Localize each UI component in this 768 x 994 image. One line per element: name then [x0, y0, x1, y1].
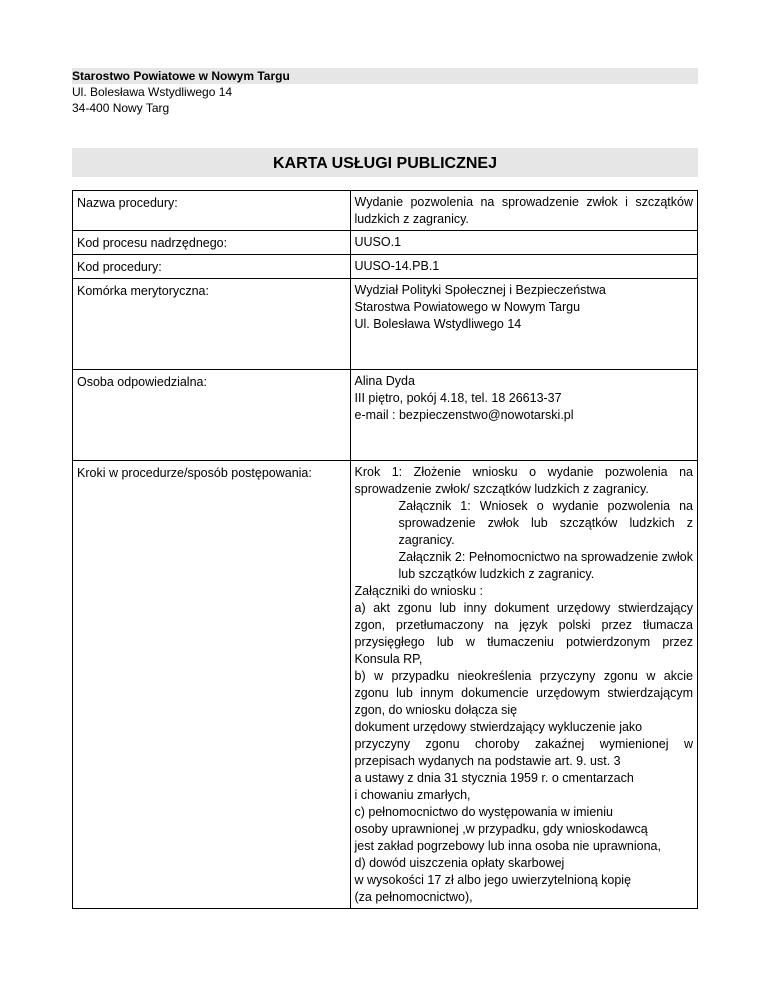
attachment-c-line: osoby uprawnionej ,w przypadku, gdy wnioskodawcą: [354, 822, 648, 836]
office-street: Ul. Bolesława Wstydliwego 14: [72, 85, 233, 99]
unit-line: Wydział Polityki Społecznej i Bezpieczeństwa: [354, 283, 606, 297]
attachment-b-line: przyczyny zgonu choroby zakaźnej wymienionej w przepisach wydanych na podstawie art. 9. ust. 3: [354, 737, 693, 768]
step-1: Krok 1: Złożenie wniosku o wydanie pozwolenia na sprowadzenie zwłok/ szczątków ludzkich z zagranicy.: [354, 465, 693, 496]
attachment-b: b) w przypadku nieokreślenia przyczyny zgonu w akcie zgonu lub innym dokumencie urzędowym stwierdzającym zgon, do wniosku dołącza się: [354, 669, 693, 717]
person-location: III piętro, pokój 4.18, tel. 18 26613-37: [354, 391, 562, 405]
office-name: Starostwo Powiatowe w Nowym Targu: [72, 68, 698, 84]
unit-line: Starostwa Powiatowego w Nowym Targu: [354, 300, 581, 314]
procedure-name-label: Nazwa procedury:: [73, 191, 351, 231]
unit-value: [350, 279, 698, 370]
steps-value: [350, 461, 698, 909]
attachments-header: Załączniki do wniosku :: [354, 584, 484, 598]
person-value: [350, 370, 698, 461]
attachment-1: Załącznik 1: Wniosek o wydanie pozwolenia na sprowadzenie zwłok lub szczątków ludzkich z zagranicy.: [398, 499, 693, 547]
procedure-code-label: Kod procedury:: [73, 255, 351, 279]
unit-label: Komórka merytoryczna:: [73, 279, 351, 370]
table-row: [73, 231, 698, 255]
service-card-table: [72, 190, 698, 909]
table-row: [73, 461, 698, 909]
attachment-d-line: w wysokości 17 zł albo jego uwierzytelnioną kopię: [354, 873, 632, 887]
table-row: [73, 255, 698, 279]
table-row: [73, 191, 698, 231]
office-header: [72, 68, 698, 116]
unit-line: Ul. Bolesława Wstydliwego 14: [354, 317, 522, 331]
person-name: Alina Dyda: [354, 374, 415, 388]
person-email: e-mail : bezpieczenstwo@nowotarski.pl: [354, 408, 574, 422]
table-row: [73, 279, 698, 370]
office-postal: 34-400 Nowy Targ: [72, 101, 170, 115]
attachment-b-line: i chowaniu zmarłych,: [354, 788, 471, 802]
attachment-a: a) akt zgonu lub inny dokument urzędowy stwierdzający zgon, przetłumaczony na język polski przez tłumacza przysięgłego lub w tłumaczeniu potwierdzonym przez Konsula RP,: [354, 601, 693, 666]
attachment-c: c) pełnomocnictwo do występowania w imieniu: [354, 805, 613, 819]
person-label: Osoba odpowiedzialna:: [73, 370, 351, 461]
attachment-d: d) dowód uiszczenia opłaty skarbowej: [354, 856, 565, 870]
parent-code-value: UUSO.1: [350, 231, 698, 255]
page-title: KARTA USŁUGI PUBLICZNEJ: [72, 148, 698, 177]
steps-label: Kroki w procedurze/sposób postępowania:: [73, 461, 351, 909]
procedure-code-value: UUSO-14.PB.1: [350, 255, 698, 279]
attachment-b-line: dokument urzędowy stwierdzający wykluczenie jako: [354, 720, 643, 734]
attachment-2: Załącznik 2: Pełnomocnictwo na sprowadzenie zwłok lub szczątków ludzkich z zagranicy.: [398, 550, 693, 581]
procedure-name-value: Wydanie pozwolenia na sprowadzenie zwłok i szczątków ludzkich z zagranicy.: [350, 191, 698, 231]
attachment-b-line: a ustawy z dnia 31 stycznia 1959 r. o cmentarzach: [354, 771, 634, 785]
attachment-d-line: (za pełnomocnictwo),: [354, 890, 473, 904]
parent-code-label: Kod procesu nadrzędnego:: [73, 231, 351, 255]
attachment-c-line: jest zakład pogrzebowy lub inna osoba nie uprawniona,: [354, 839, 661, 853]
table-row: [73, 370, 698, 461]
